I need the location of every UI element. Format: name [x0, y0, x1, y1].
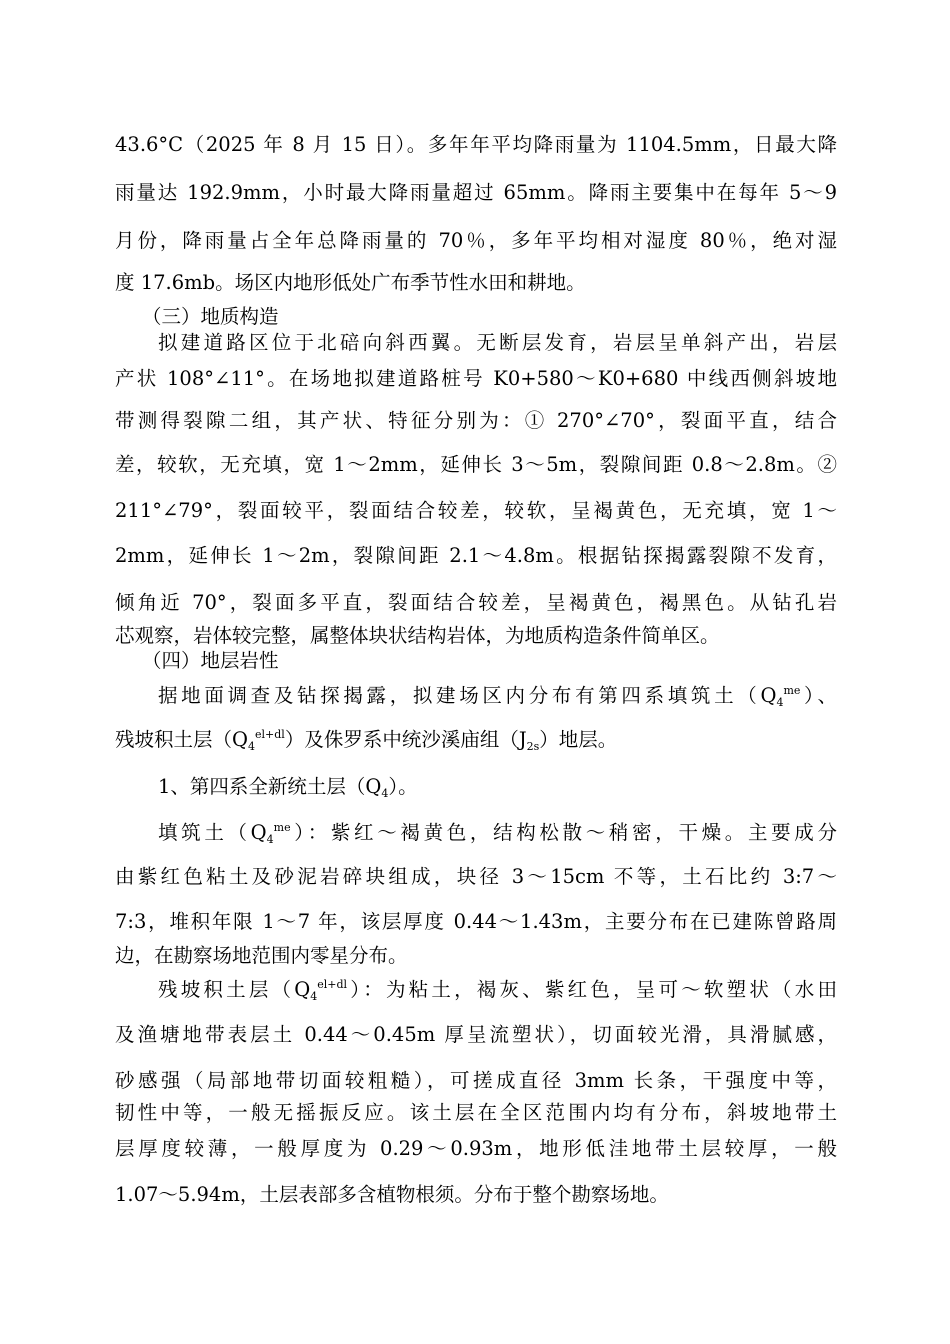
text-run: ）地层。 [539, 728, 618, 751]
subscript: 4 [310, 990, 318, 1003]
text-run: ）：为粘土，褐灰、紫红色，呈可～软塑状（水田 [347, 978, 837, 1001]
text-run: ）：紫红～褐黄色，结构松散～稍密，干燥。主要成分 [290, 821, 837, 844]
text-run: 据地面调查及钻探揭露，拟建场区内分布有第四系填筑土（Q [158, 684, 777, 707]
paragraph-line: 产状 108°∠11°。在场地拟建道路桩号 K0+580～K0+680 中线西侧斜坡地 [115, 367, 837, 390]
text-run: 填筑土（Q [158, 821, 267, 844]
paragraph-line [158, 681, 837, 711]
subscript: 4 [248, 740, 255, 753]
section-heading-geological-structure: （三）地质构造 [142, 305, 279, 328]
superscript: me [783, 684, 801, 697]
subscript: 4 [266, 833, 274, 846]
paragraph-line: 43.6°C（2025 年 8 月 15 日）。多年年平均降雨量为 1104.5mm，日最大降 [115, 133, 837, 156]
text-run: 残坡积土层（Q [158, 978, 311, 1001]
paragraph-line: 1.07～5.94m，土层表部多含植物根须。分布于整个勘察场地。 [115, 1183, 669, 1206]
text-run: 1、第四系全新统土层（Q [158, 775, 382, 798]
text-run: ）。 [388, 775, 418, 798]
paragraph-line: 倾角近 70°，裂面多平直，裂面结合较差，呈褐黄色，褐黑色。从钻孔岩 [115, 591, 837, 614]
paragraph-line: 及渔塘地带表层土 0.44～0.45m 厚呈流塑状），切面较光滑，具滑腻感， [115, 1023, 837, 1046]
subsection-heading-quaternary-soil [158, 772, 418, 802]
text-run: 残坡积土层（Q [115, 728, 248, 751]
paragraph-line: 砂感强（局部地带切面较粗糙），可搓成直径 3mm 长条，干强度中等， [115, 1069, 837, 1092]
superscript: el+dl [317, 978, 348, 991]
paragraph-line: 由紫红色粘土及砂泥岩碎块组成，块径 3～15cm 不等，土石比约 3:7～ [115, 865, 837, 888]
text-run: ）及侏罗系中统沙溪庙组（J [284, 728, 527, 751]
paragraph-line: 度 17.6mb。场区内地形低处广布季节性水田和耕地。 [115, 271, 586, 294]
section-heading-stratum-lithology: （四）地层岩性 [142, 649, 279, 672]
paragraph-line: 边，在勘察场地范围内零星分布。 [115, 944, 408, 967]
paragraph-line: 韧性中等，一般无摇振反应。该土层在全区范围内均有分布，斜坡地带土 [115, 1101, 837, 1124]
paragraph-line [158, 975, 837, 1005]
superscript: me [273, 821, 291, 834]
paragraph-line: 2mm，延伸长 1～2m，裂隙间距 2.1～4.8m。根据钻探揭露裂隙不发育， [115, 544, 837, 567]
paragraph-line: 7:3，堆积年限 1～7 年，该层厚度 0.44～1.43m，主要分布在已建陈曾路周 [115, 910, 837, 933]
paragraph-line: 月份，降雨量占全年总降雨量的 70％，多年平均相对湿度 80％，绝对湿 [115, 229, 837, 252]
subscript: 4 [381, 787, 389, 800]
text-run: ）、 [800, 684, 837, 707]
subscript: 2s [526, 740, 540, 753]
paragraph-line: 雨量达 192.9mm，小时最大降雨量超过 65mm。降雨主要集中在每年 5～9 [115, 181, 837, 204]
paragraph-line: 拟建道路区位于北碚向斜西翼。无断层发育，岩层呈单斜产出，岩层 [158, 331, 837, 354]
superscript: el+dl [255, 728, 285, 741]
paragraph-line: 层厚度较薄，一般厚度为 0.29～0.93m，地形低洼地带土层较厚，一般 [115, 1137, 837, 1160]
paragraph-line [115, 725, 837, 755]
paragraph-line: 带测得裂隙二组，其产状、特征分别为：① 270°∠70°，裂面平直，结合 [115, 409, 837, 432]
paragraph-line: 差，较软，无充填，宽 1～2mm，延伸长 3～5m，裂隙间距 0.8～2.8m。② [115, 453, 837, 476]
paragraph-line: 芯观察，岩体较完整，属整体块状结构岩体，为地质构造条件简单区。 [115, 624, 720, 647]
subscript: 4 [776, 696, 784, 709]
paragraph-line: 211°∠79°，裂面较平，裂面结合较差，较软，呈褐黄色，无充填，宽 1～ [115, 499, 837, 522]
paragraph-line [158, 818, 837, 848]
